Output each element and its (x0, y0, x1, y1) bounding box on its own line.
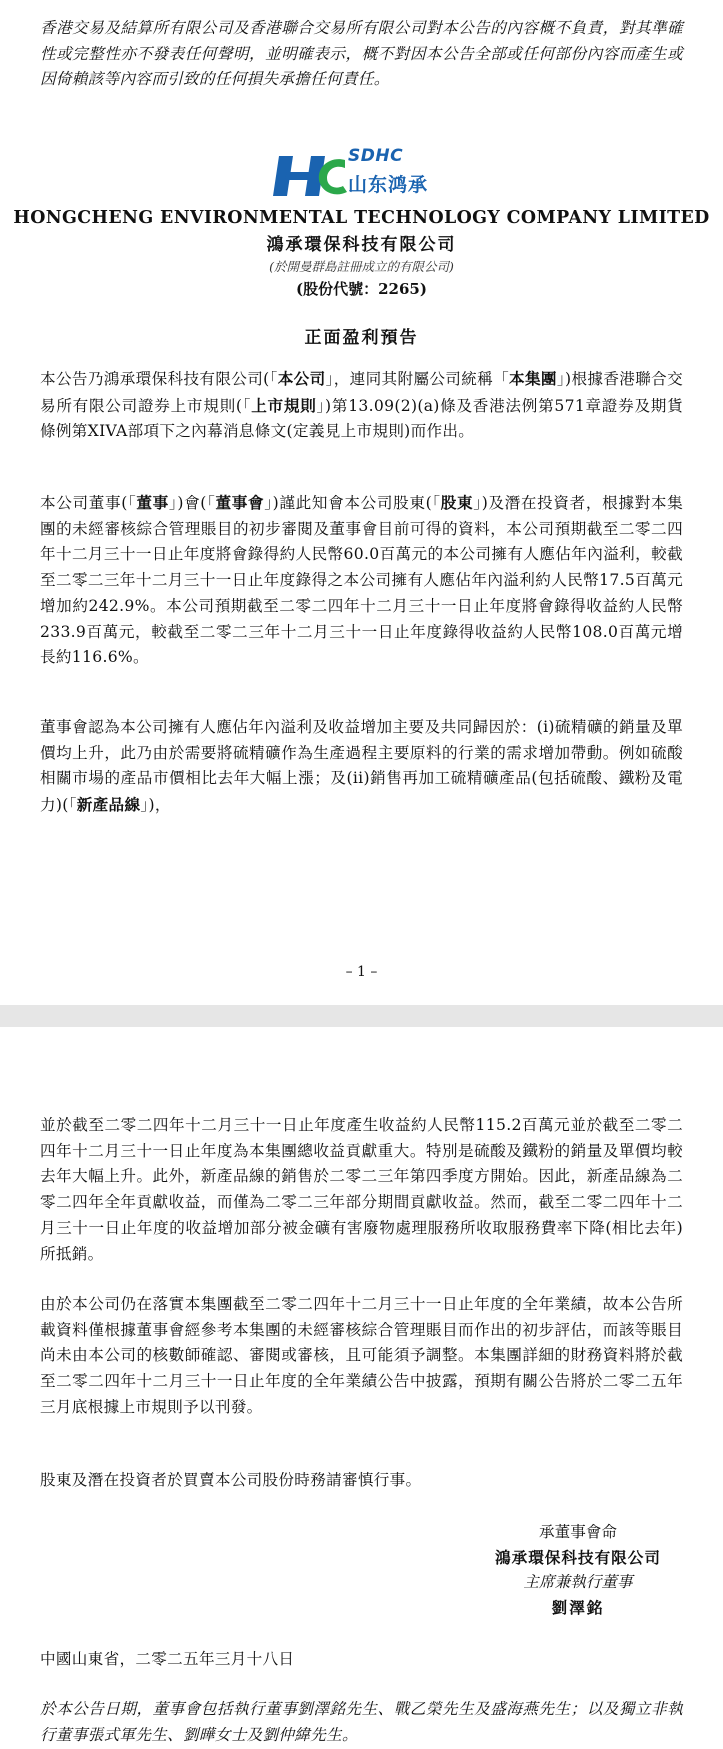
continuation-paragraph: 並於截至二零二四年十二月三十一日止年度產生收益約人民幣115.2百萬元並於截至二零二四年十二月三十一日止年度為本集團總收益貢獻重大。特別是硫酸及鐵粉的銷量及單價均較去年大幅上升。此外，新產品線的銷售於二零二三年第四季度方開始。因此，新產品線為二零二四年全年貢獻收益，而僅為二零二三年部分期間貢獻收益。然而，截至二零二四年十二月三十一日止年度的收益增加部分被金礦有害廢物處理服務所收取服務費率下降(相比去年)所抵銷。 (40, 1116, 683, 1263)
signature-company: 鴻承環保科技有限公司 (495, 1548, 661, 1567)
caution-paragraph: 股東及潛在投資者於買賣本公司股份時務請審慎行事。 (40, 1471, 422, 1489)
incorporation-note: (於開曼群島註冊成立的有限公司) (269, 259, 454, 274)
page-separator (0, 1005, 723, 1027)
profit-forecast-paragraph: 本公司董事(「董事」)會(「董事會」)謹此知會本公司股東(「股東」)及潛在投資者，根據對本集團的未經審核綜合管理賬目的初步審閱及董事會目前可得的資料，本公司預期截至二零二四年十二月三十一日止年度將會錄得約人民幣60.0百萬元的本公司擁有人應佔年內溢利，較截至二零二三年十二月三十一日止年度錄得之本公司擁有人應佔年內溢利約人民幣17.5百萬元增加約242.9%。本公司預期截至二零二四年十二月三十一日止年度將會錄得收益約人民幣233.9百萬元，較截至二零二三年十二月三十一日止年度錄得收益約人民幣108.0百萬元增長約116.6%。 (40, 493, 684, 667)
stock-code: (股份代號：2265) (296, 280, 427, 298)
signature-name: 劉澤銘 (551, 1598, 605, 1617)
company-name-chinese: 鴻承環保科技有限公司 (266, 235, 457, 255)
intro-paragraph: 本公告乃鴻承環保科技有限公司(「本公司」，連同其附屬公司統稱「本集團」)根據香港聯合交易所有限公司證券上市規則(「上市規則」)第13.09(2)(a)條及香港法例第571章證券及期貨條例第XIVA部項下之內幕消息條文(定義見上市規則)而作出。 (40, 369, 683, 441)
page-number: – 1 – (345, 964, 378, 980)
place-date: 中國山東省，二零二五年三月十八日 (40, 1650, 295, 1668)
page-2 (0, 1027, 723, 1749)
reasons-paragraph: 董事會認為本公司擁有人應佔年內溢利及收益增加主要及共同歸因於：(i)硫精礦的銷量及單價均上升，此乃由於需要將硫精礦作為生產過程主要原料的行業的需求增加帶動。例如硫酸相關市場的產品市價相比去年大幅上漲；及(ii)銷售再加工硫精礦產品(包括硫酸、鐵粉及電力)(「新產品線」)， (40, 718, 683, 815)
announcement-title: 正面盈利預告 (304, 328, 419, 348)
disclaimer-text: 香港交易及結算所有限公司及香港聯合交易所有限公司對本公告的內容概不負責，對其準確性或完整性亦不發表任何聲明，並明確表示，概不對因本公告全部或任何部份內容而產生或因倚賴該等內容而引致的任何損失承擔任何責任。 (40, 19, 683, 89)
signature-role: 主席兼執行董事 (523, 1573, 633, 1591)
preliminary-assessment-paragraph: 由於本公司仍在落實本集團截至二零二四年十二月三十一日止年度的全年業績，故本公告所載資料僅根據董事會經參考本集團的未經審核綜合管理賬目而作出的初步評估，而該等賬目尚未由本公司的核數師確認、審閱或審核，且可能須予調整。本集團詳細的財務資料將於截至二零二四年十二月三十一日止年度的全年業績公告中披露，預期有關公告將於二零二五年三月底根據上市規則予以刊發。 (40, 1295, 683, 1416)
board-composition: 於本公告日期，董事會包括執行董事劉澤銘先生、戰乙榮先生及盛海燕先生；以及獨立非執行董事張式軍先生、劉曄女士及劉仲緯先生。 (40, 1700, 683, 1744)
signature-by-order: 承董事會命 (539, 1523, 617, 1541)
company-name-english: HONGCHENG ENVIRONMENTAL TECHNOLOGY COMPANY LIMITED (13, 208, 710, 228)
signature-block (473, 1520, 683, 1620)
logo-chinese-text: 山东鸿承 (348, 174, 429, 196)
logo-english-text: SDHC (348, 146, 404, 166)
